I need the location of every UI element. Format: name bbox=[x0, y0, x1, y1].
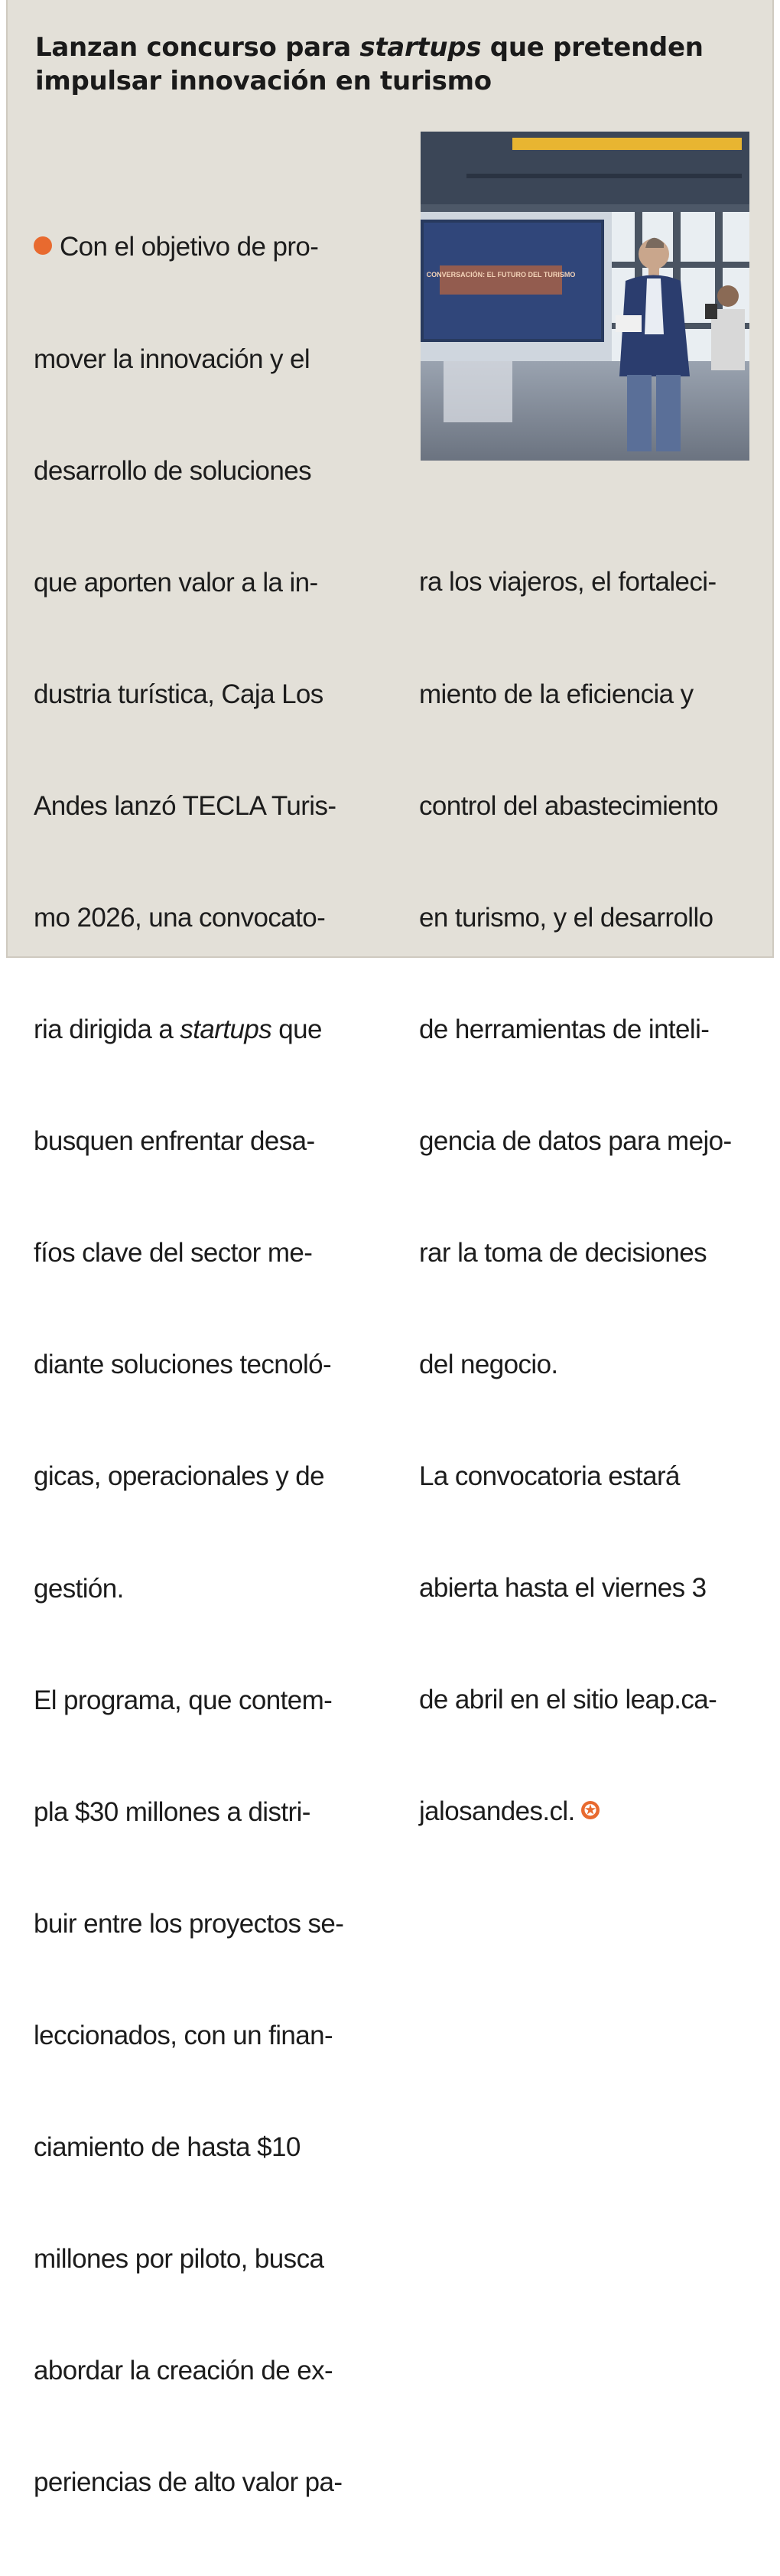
text-line: pla $30 millones a distri- bbox=[34, 1796, 310, 1827]
end-star-icon: ✪ bbox=[581, 1801, 600, 1819]
text-line: diante soluciones tecnoló- bbox=[34, 1350, 332, 1380]
headline-text: Lanzan concurso para bbox=[35, 32, 360, 63]
text-line: rar la toma de decisiones bbox=[419, 1237, 707, 1268]
line-italic: startups bbox=[180, 1014, 272, 1045]
text-line: ciamiento de hasta $10 bbox=[34, 2132, 301, 2162]
text-line: gencia de datos para mejo- bbox=[419, 1125, 732, 1156]
line-text: que bbox=[271, 1014, 322, 1045]
headline bbox=[35, 31, 739, 98]
text-line: de herramientas de inteli- bbox=[419, 1014, 710, 1044]
headline-italic: startups bbox=[359, 32, 482, 63]
event-photo bbox=[421, 132, 749, 461]
text-line: abierta hasta el viernes 3 bbox=[419, 1573, 707, 1604]
text-line bbox=[419, 1793, 771, 1831]
text-line: mover la innovación y el bbox=[34, 344, 310, 374]
text-line: ra los viajeros, el fortaleci- bbox=[419, 567, 717, 598]
line-text: ria dirigida a bbox=[34, 1014, 180, 1045]
text-line: gestión. bbox=[34, 1573, 124, 1604]
article-column-1 bbox=[34, 155, 393, 2576]
text-line: miento de la eficiencia y bbox=[419, 679, 694, 709]
text-line: gicas, operacionales y de bbox=[34, 1461, 324, 1492]
text-line: buir entre los proyectos se- bbox=[34, 1908, 344, 1939]
news-clipping bbox=[6, 0, 774, 2498]
text-line: Andes lanzó TECLA Turis- bbox=[34, 790, 336, 821]
text-line: que aporten valor a la in- bbox=[34, 567, 318, 598]
text-line: de abril en el sitio leap.ca- bbox=[419, 1685, 717, 1715]
orange-dot-icon bbox=[34, 236, 52, 255]
line-text: Con el objetivo de pro- bbox=[60, 232, 319, 262]
text-line: fíos clave del sector me- bbox=[34, 1238, 313, 1268]
text-line bbox=[34, 1011, 393, 1049]
text-line: millones por piloto, busca bbox=[34, 2244, 324, 2275]
text-line: abordar la creación de ex- bbox=[34, 2356, 333, 2386]
text-line: en turismo, y el desarrollo bbox=[419, 902, 713, 933]
text-line: mo 2026, una convocato- bbox=[34, 902, 326, 933]
article-column-2 bbox=[419, 490, 771, 1906]
text-line: El programa, que contem- bbox=[34, 1685, 333, 1715]
text-line: del negocio. bbox=[419, 1350, 558, 1380]
text-line: La convocatoria estará bbox=[419, 1461, 680, 1492]
text-line: busquen enfrentar desa- bbox=[34, 1126, 315, 1157]
text-line: dustria turística, Caja Los bbox=[34, 679, 323, 709]
event-photo-image bbox=[421, 132, 749, 461]
text-line bbox=[34, 229, 393, 266]
screen-text: CONVERSACIÓN: EL FUTURO DEL TURISMO bbox=[426, 271, 576, 278]
text-line: leccionados, con un finan- bbox=[34, 2020, 333, 2050]
headline-text-end: que pretenden impulsar innovación en turismo bbox=[35, 32, 704, 96]
line-text: jalosandes.cl. bbox=[419, 1796, 575, 1827]
text-line: periencias de alto valor pa- bbox=[34, 2467, 343, 2498]
text-line: desarrollo de soluciones bbox=[34, 455, 312, 486]
text-line: control del abastecimiento bbox=[419, 790, 719, 821]
